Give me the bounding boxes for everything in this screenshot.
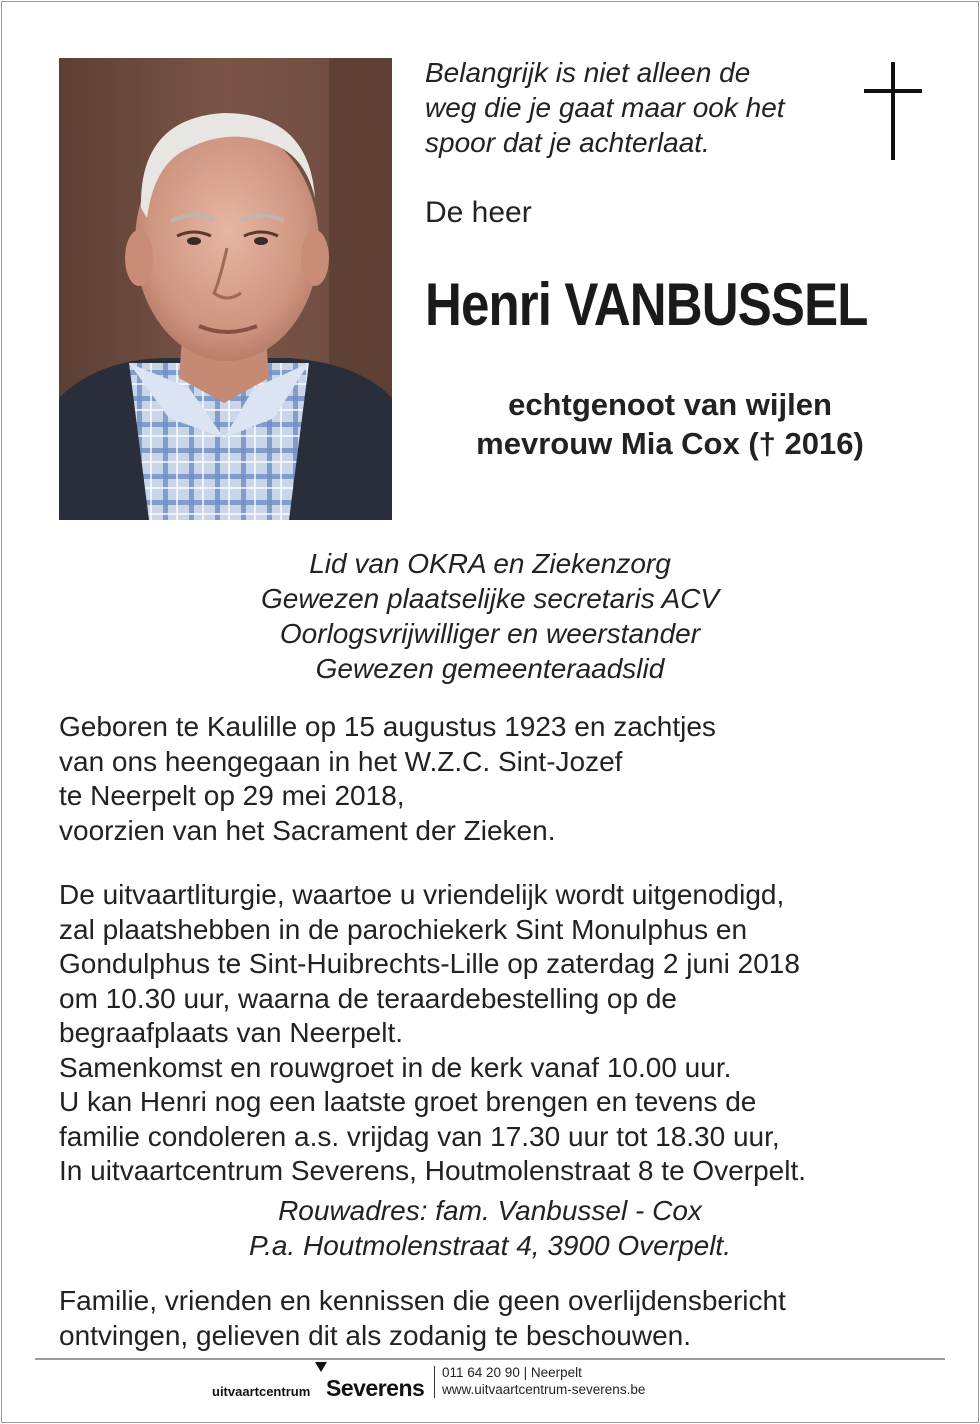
paragraph-line: ontvingen, gelieven dit als zodanig te beschouwen. — [59, 1319, 691, 1351]
funeral-home-footer — [0, 1362, 980, 1402]
website-link[interactable]: www.uitvaartcentrum-severens.be — [442, 1382, 646, 1397]
paragraph-line: Geboren te Kaulille op 15 augustus 1923 en zachtjes — [59, 711, 716, 742]
spouse-line: mevrouw Mia Cox († 2016) — [476, 426, 864, 461]
paragraph-line: te Neerpelt op 29 mei 2018, — [59, 780, 405, 811]
paragraph-line: Gondulphus te Sint-Huibrechts-Lille op zaterdag 2 juni 2018 — [59, 948, 800, 979]
paragraph-line: De uitvaartliturgie, waartoe u vriendelijk wordt uitgenodigd, — [59, 879, 785, 910]
address-line: Rouwadres: fam. Vanbussel - Cox — [278, 1195, 702, 1226]
memberships-list — [80, 546, 900, 686]
paragraph-line: In uitvaartcentrum Severens, Houtmolenstraat 8 te Overpelt. — [59, 1155, 807, 1186]
paragraph-line: begraafplaats van Neerpelt. — [59, 1017, 403, 1048]
spouse-line: echtgenoot van wijlen — [508, 387, 832, 422]
latin-cross-icon — [864, 62, 922, 160]
contact-line: 011 64 20 90 | Neerpelt — [442, 1365, 582, 1380]
paragraph-line: Samenkomst en rouwgroet in de kerk vanaf 10.00 uur. — [59, 1051, 732, 1083]
paragraph-line: van ons heengegaan in het W.Z.C. Sint-Jozef — [59, 745, 623, 777]
portrait-photo — [59, 58, 392, 520]
quote-line: Belangrijk is niet alleen de — [425, 57, 751, 88]
triangle-mark-icon — [315, 1362, 327, 1372]
brand-prefix: uitvaartcentrum — [212, 1384, 311, 1399]
quote-line: spoor dat je achterlaat. — [425, 127, 710, 158]
membership-item: Gewezen plaatselijke secretaris ACV — [260, 583, 720, 614]
membership-item: Lid van OKRA en Ziekenzorg — [309, 548, 671, 579]
closing-paragraph — [59, 1284, 939, 1353]
paragraph-line: familie condoleren a.s. vrijdag van 17.30 uur tot 18.30 uur, — [59, 1120, 780, 1152]
address-line: P.a. Houtmolenstraat 4, 3900 Overpelt. — [249, 1230, 731, 1261]
memorial-quote — [425, 55, 855, 160]
brand-name: Severens — [326, 1375, 425, 1401]
deceased-name: Henri VANBUSSEL — [425, 271, 868, 338]
paragraph-line: Familie, vrienden en kennissen die geen overlijdensbericht — [59, 1285, 786, 1316]
paragraph-line: voorzien van het Sacrament der Zieken. — [59, 814, 556, 846]
paragraph-line: om 10.30 uur, waarna de teraardebestelling op de — [59, 982, 677, 1014]
paragraph-line: zal plaatshebben in de parochiekerk Sint Monulphus en — [59, 913, 748, 945]
membership-item: Gewezen gemeenteraadslid — [315, 653, 665, 684]
mourning-address — [80, 1193, 900, 1263]
footer-divider — [35, 1358, 945, 1360]
paragraph-line: U kan Henri nog een laatste groet brengen en tevens de — [59, 1086, 757, 1117]
funeral-paragraph — [59, 878, 939, 1189]
birth-death-paragraph — [59, 710, 939, 848]
membership-item: Oorlogsvrijwilliger en weerstander — [279, 618, 701, 649]
quote-line: weg die je gaat maar ook het — [425, 92, 785, 123]
footer-separator — [434, 1366, 435, 1398]
honorific-title: De heer — [425, 196, 532, 229]
